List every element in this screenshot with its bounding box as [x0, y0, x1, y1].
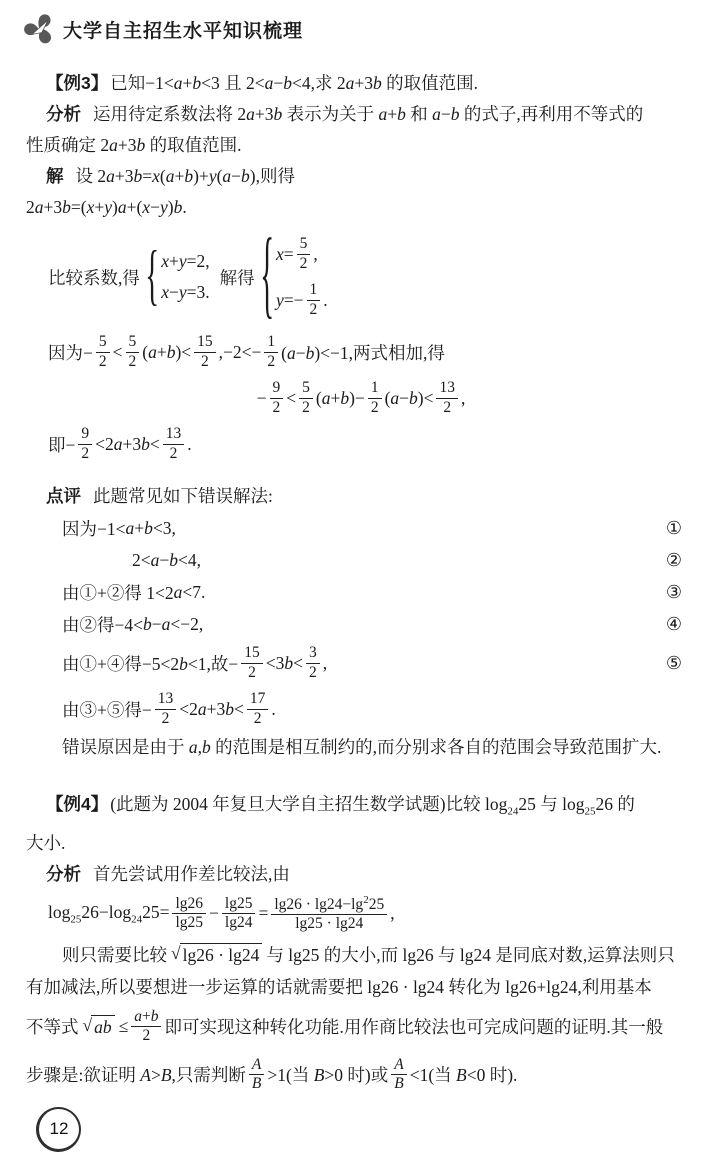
fraction [126, 333, 140, 371]
example3-solution-line1 [26, 161, 696, 192]
fraction-numerator: a+b [131, 1008, 161, 1027]
fraction-numerator: 13 [163, 425, 185, 444]
left-brace: { [145, 239, 159, 313]
example3-analysis-line2: 性质确定 2a+3b 的取值范围. [26, 135, 242, 155]
fraction-denominator: 2 [299, 254, 308, 272]
radicand: lg26 · lg24 [180, 943, 263, 966]
fraction-denominator: 2 [267, 352, 276, 370]
wrong-step-3 [62, 576, 696, 608]
solution-label: 解 [46, 166, 64, 186]
fraction-denominator: 2 [308, 663, 317, 681]
math-text: 由②得−4< b − a <−2, [62, 613, 204, 635]
fraction-denominator: 2 [81, 444, 90, 462]
wrong-step-2 [62, 544, 696, 576]
equation-number-5: ⑤ [665, 652, 682, 673]
fraction-denominator: B [394, 1075, 404, 1092]
fraction-numerator: 15 [194, 333, 216, 352]
fraction [270, 379, 284, 417]
text: 与 lg25 的大小,而 lg26 与 lg24 是同底对数,运算法则只 [266, 945, 675, 965]
math-text: = [258, 903, 269, 923]
conclusion-line [26, 421, 696, 467]
math-text: < [286, 387, 297, 408]
fraction-denominator: 2 [142, 1027, 151, 1044]
fraction-denominator: 2 [201, 352, 209, 370]
math-text: . [271, 698, 276, 719]
example3-problem-text: 已知−1<a+b<3 且 2<a−b<4,求 2a+3b 的取值范围. [110, 73, 478, 93]
analysis-label: 分析 [46, 104, 81, 124]
solution-text: 设 2a+3b=x(a+b)+y(a−b),则得 [75, 166, 295, 186]
text: 步骤是:欲证明 A>B,只需判断 [26, 1065, 246, 1085]
example3-label: 【例3】 [46, 73, 109, 93]
fraction-denominator: 2 [309, 300, 318, 318]
fraction-denominator: lg24 [224, 914, 253, 931]
fraction [163, 425, 185, 463]
fraction [264, 333, 278, 371]
fraction-denominator: 2 [128, 352, 137, 370]
right-brace: { [259, 221, 274, 330]
math-text: ,−2<− [218, 341, 262, 362]
fraction [249, 1056, 264, 1094]
text: 即可实现这种转化功能.用作商比较法也可完成问题的证明.其一般 [164, 1017, 664, 1037]
text: >1(当 B>0 时)或 [267, 1065, 389, 1085]
fraction-numerator: 9 [78, 425, 92, 444]
math-text: − [256, 387, 267, 408]
inequality-line-1 [26, 329, 696, 375]
fraction-numerator: 5 [126, 333, 140, 352]
page-number-badge [36, 1107, 81, 1152]
radical-sign: √ [171, 943, 181, 963]
fraction [222, 895, 256, 933]
example4-label: 【例4】 [46, 794, 109, 814]
example4-problem-line2: 大小. [26, 832, 66, 853]
square-root [83, 1015, 115, 1038]
fraction-denominator: 2 [272, 398, 281, 416]
math-text: <2a+3b< [95, 433, 160, 454]
math-text: <3b< [265, 652, 303, 673]
error-reason-line: 错误原因是由于 a,b 的范围是相互制约的,而分别求各自的范围会导致范围扩大. [62, 737, 662, 757]
relation-symbol: ≤ [118, 1016, 129, 1036]
math-text: , [322, 652, 328, 673]
fraction-numerator: 15 [241, 644, 263, 663]
math-text: 因为−1< a + b <3, [62, 517, 176, 539]
fraction-denominator: 2 [169, 444, 178, 462]
fraction [155, 690, 177, 728]
wrong-step-6 [62, 686, 696, 732]
math-text: $\log_{25}26-\log_{24}25=$ [48, 901, 170, 926]
fraction-denominator: lg25 · lg24 [295, 915, 364, 933]
fraction-denominator: 2 [248, 663, 256, 681]
example3-problem [26, 68, 696, 99]
publisher-pinwheel-logo-icon [24, 12, 56, 46]
fraction [368, 379, 382, 417]
fraction-numerator: 5 [96, 333, 110, 352]
fraction-numerator: lg26 [172, 895, 206, 914]
math-text: y=− [275, 289, 304, 310]
example3-analysis-line1 [26, 99, 696, 130]
fraction-numerator: 1 [368, 379, 382, 398]
fraction-denominator: 2 [370, 398, 379, 416]
wrong-step-4 [62, 608, 696, 640]
text: 不等式 [26, 1017, 79, 1037]
fraction-denominator: 2 [253, 709, 262, 727]
fraction-denominator: 2 [302, 398, 310, 416]
discussion-line2: 有加减法,所以要想进一步运算的话就需要把 lg26 · lg24 转化为 lg26+lg24,利用基本 [26, 976, 652, 997]
system-2-row2 [276, 277, 328, 323]
header-title: 大学自主招生水平知识梳理 [63, 20, 304, 42]
math-text: (a+b)< [142, 341, 192, 362]
fraction-numerator: 1 [307, 281, 321, 300]
analysis-label: 分析 [46, 863, 81, 884]
math-text: , [460, 387, 466, 408]
comment-line [26, 481, 696, 512]
page-content [0, 68, 726, 1099]
fraction [131, 1008, 161, 1046]
fraction-numerator: A [249, 1056, 264, 1075]
fraction [307, 281, 321, 319]
fraction [241, 644, 263, 682]
fraction [194, 333, 216, 371]
fraction-numerator: 3 [306, 644, 320, 663]
text: 则只需要比较 [62, 945, 167, 965]
example4-problem-line1 [26, 789, 696, 828]
fraction-numerator: 17 [247, 690, 269, 709]
math-text: (a+b)− [315, 387, 365, 408]
fraction-numerator: 13 [436, 379, 458, 398]
math-text: − [209, 903, 219, 923]
fraction [247, 690, 269, 728]
math-text: (a−b)<−1,两式相加,得 [281, 342, 445, 363]
text: <1(当 B<0 时). [409, 1065, 518, 1085]
math-text: . [323, 289, 328, 310]
math-text: 2< a − b <4, [132, 549, 201, 570]
fraction-numerator: lg25 [222, 895, 256, 914]
fraction [172, 895, 206, 933]
comment-text: 此题常见如下错误解法: [93, 486, 273, 506]
square-root [171, 943, 262, 966]
fraction-denominator: 2 [443, 398, 452, 416]
system-1 [161, 246, 209, 308]
fraction [306, 644, 320, 682]
fraction-numerator: $\lg 26 \cdot \lg 24-\lg^225$ [271, 894, 387, 915]
wrong-step-5 [62, 640, 696, 686]
math-text: 由①+②得 1<2 a <7. [62, 581, 206, 603]
inequality-line-centered [26, 375, 696, 421]
fraction [297, 235, 311, 273]
fraction-numerator: 9 [270, 379, 284, 398]
fraction [271, 894, 387, 934]
fraction-denominator: 2 [161, 709, 170, 727]
compare-coefficients-text: 比较系数,得 [48, 267, 140, 288]
fraction-denominator: B [251, 1075, 262, 1092]
system-2 [276, 231, 328, 323]
fraction [299, 379, 313, 417]
equation-number-3: ③ [665, 581, 682, 602]
equation-number-2: ② [665, 549, 682, 570]
math-text: <2a+3b< [179, 698, 244, 719]
math-text: , [313, 243, 318, 264]
math-text: (a−b)< [384, 387, 434, 408]
math-text: x= [275, 243, 294, 264]
equation-number-1: ① [665, 517, 682, 538]
fraction-denominator: 2 [98, 352, 107, 370]
system-2-row1 [276, 231, 328, 277]
discussion-line1 [26, 938, 696, 972]
math-text: . [187, 433, 192, 454]
comment-label: 点评 [46, 486, 81, 506]
equation-number-4: ④ [665, 613, 682, 634]
example4-problem-text: (此题为 2004 年复旦大学自主招生数学试题)比较 $\log_{24}25$ 与 $\log_{25}26$ 的 [110, 794, 635, 818]
math-text: 因为− [48, 342, 93, 363]
system-1-row2: x−y=3. [161, 282, 210, 302]
example4-analysis-line [26, 859, 696, 890]
fraction-denominator: lg25 [175, 914, 204, 931]
fraction-numerator: A [391, 1056, 406, 1075]
fraction-numerator: 5 [297, 235, 311, 254]
solve-text: 解得 [219, 267, 255, 288]
analysis-text: 运用待定系数法将 2a+3b 表示为关于 a+b 和 a−b 的式子,再利用不等式的 [93, 104, 644, 124]
math-text: 即− [48, 434, 76, 455]
analysis-text: 首先尝试用作差比较法,由 [93, 863, 290, 884]
radical-sign: √ [82, 1015, 93, 1035]
fraction-numerator: 5 [299, 379, 313, 398]
log-difference-formula [26, 890, 696, 938]
discussion-line3 [26, 1003, 696, 1051]
page-header [0, 0, 726, 48]
math-text: < [112, 341, 123, 362]
example3-solution-line2: 2a+3b=(x+y)a+(x−y)b. [26, 197, 187, 217]
page-number: 12 [49, 1119, 69, 1138]
discussion-line4 [26, 1051, 696, 1099]
equation-system-line [26, 221, 696, 330]
fraction-numerator: 13 [155, 690, 177, 709]
fraction [391, 1056, 406, 1094]
fraction [96, 333, 110, 371]
system-1-row1: x+y=2, [161, 251, 210, 271]
fraction [78, 425, 92, 463]
math-text: 由③+⑤得− [62, 699, 152, 720]
fraction [436, 379, 458, 417]
radicand: ab [91, 1015, 115, 1038]
math-text: , [390, 903, 395, 923]
math-text: 由①+④得−5<2b<1,故− [62, 653, 239, 674]
fraction-numerator: 1 [264, 333, 278, 352]
wrong-step-1 [62, 512, 696, 544]
